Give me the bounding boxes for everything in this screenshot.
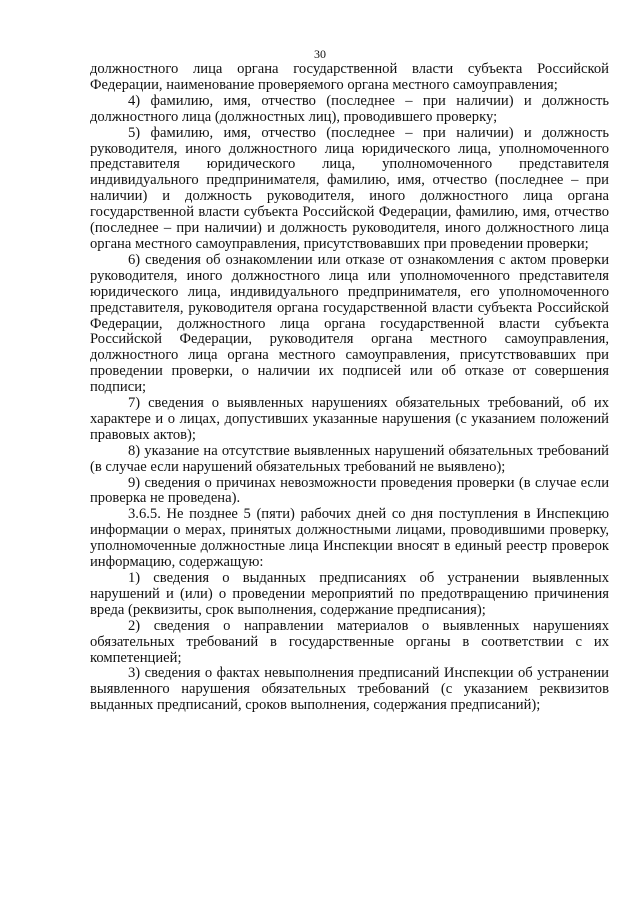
paragraph: 6) сведения об ознакомлении или отказе от ознакомления с актом проверки руководителя, иного должностного лица или уполномоченного представителя юридического лица, индивидуального предпринимателя, его уполномоченного представителя, руководителя органа государственной власти субъекта Российской Федерации, должностного лица органа государственной власти субъекта Российской Федерации, руководителя органа местного самоуправления, должностного лица органа местного самоуправления, присутствовавших при проведении проверки, о наличии их подписей или об отказе от совершения подписи; (90, 251, 609, 396)
paragraph: должностного лица органа государственной власти субъекта Российской Федерации, наименование проверяемого органа местного самоуправления; (90, 61, 609, 93)
paragraph: 9) сведения о причинах невозможности проведения проверки (в случае если проверка не проведена). (90, 474, 609, 507)
paragraph: 1) сведения о выданных предписаниях об устранении выявленных нарушений и (или) о проведении мероприятий по предотвращению причинения вреда (реквизиты, срок выполнения, содержание предписания); (90, 570, 609, 618)
paragraph: 7) сведения о выявленных нарушениях обязательных требований, об их характере и о лицах, допустивших указанные нарушения (с указанием положений правовых актов); (90, 395, 609, 443)
page-number: 30 (314, 47, 326, 61)
paragraph: 4) фамилию, имя, отчество (последнее – при наличии) и должность должностного лица (должностных лиц), проводившего проверку; (90, 92, 609, 125)
paragraph: 8) указание на отсутствие выявленных нарушений обязательных требований (в случае если нарушений обязательных требований не выявлено); (90, 442, 609, 475)
paragraph: 3.6.5. Не позднее 5 (пяти) рабочих дней со дня поступления в Инспекцию информации о мерах, принятых должностными лицами, проводившими проверку, уполномоченные должностные лица Инспекции вносят в единый реестр проверок информацию, содержащую: (90, 506, 609, 571)
paragraph: 2) сведения о направлении материалов о выявленных нарушениях обязательных требований в государственные органы в соответствии с их компетенцией; (90, 617, 609, 666)
paragraph: 3) сведения о фактах невыполнения предписаний Инспекции об устранении выявленного нарушения обязательных требований (с указанием реквизитов выданных предписаний, сроков выполнения, содержания предписаний); (90, 665, 609, 714)
paragraph: 5) фамилию, имя, отчество (последнее – при наличии) и должность руководителя, иного должностного лица юридического лица, уполномоченного представителя юридического лица, уполномоченного представителя индивидуального предпринимателя, фамилию, имя, отчество (последнее – при наличии) и должность руководителя, иного должностного лица органа государственной власти субъекта Российской Федерации, фамилию, имя, отчество (последнее – при наличии) и должность руководителя, иного должностного лица органа местного самоуправления, присутствовавших при проведении проверки; (90, 124, 609, 252)
body-text (90, 62, 609, 714)
